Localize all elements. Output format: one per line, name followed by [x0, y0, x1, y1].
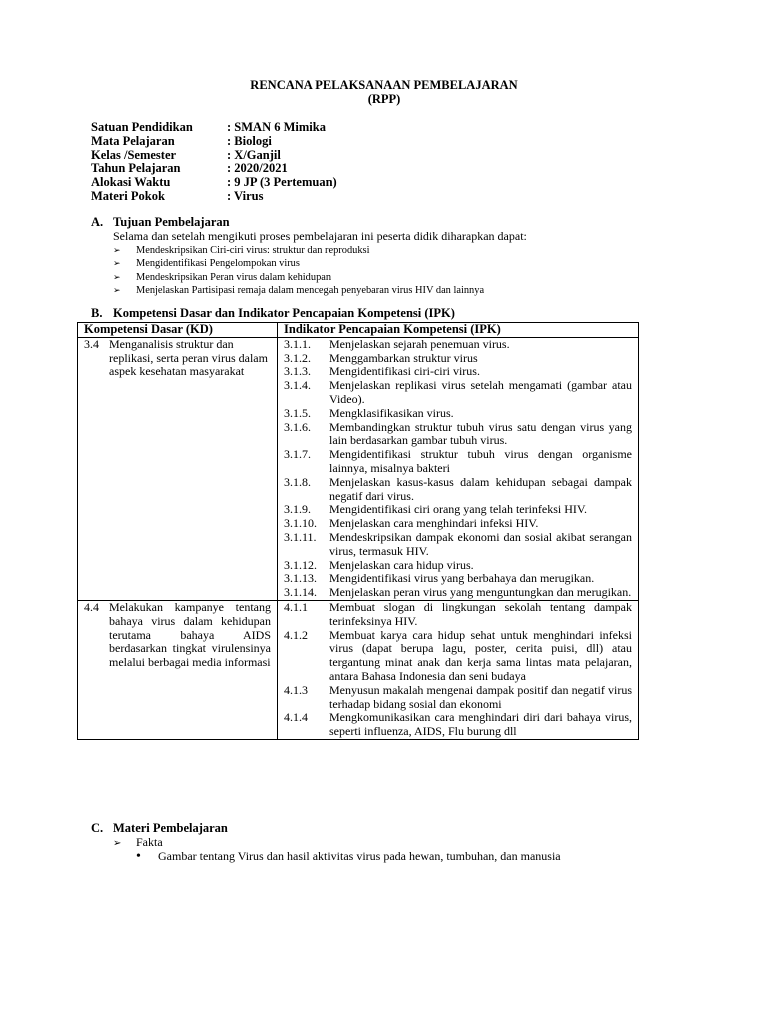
- column-header-kd: Kompetensi Dasar (KD): [78, 323, 278, 338]
- info-value: : X/Ganjil: [227, 147, 281, 162]
- ipk-number: 3.1.4.: [284, 378, 311, 393]
- ipk-number: 3.1.14.: [284, 585, 317, 600]
- ipk-text: Mengidentifikasi ciri-ciri virus.: [329, 364, 480, 379]
- arrow-bullet-icon: ➢: [113, 258, 121, 269]
- ipk-number: 3.1.8.: [284, 474, 311, 489]
- list-item: [136, 850, 561, 864]
- info-row: [91, 149, 337, 163]
- kd-text: Menganalisis struktur dan replikasi, serta peran virus dalam aspek kesehatan masyarakat: [109, 336, 268, 379]
- ipk-number: 3.1.13.: [284, 571, 317, 586]
- info-value: : Biologi: [227, 133, 272, 148]
- ipk-text: Mendeskripsikan dampak ekonomi dan sosial akibat serangan virus, termasuk HIV.: [329, 529, 632, 558]
- ipk-number: 4.1.2: [284, 627, 308, 642]
- info-value: : Virus: [227, 188, 264, 203]
- document-subtitle: (RPP): [367, 92, 401, 106]
- column-header-ipk: Indikator Pencapaian Kompetensi (IPK): [278, 323, 639, 338]
- info-label: Satuan Pendidikan: [91, 120, 193, 134]
- list-item: [113, 244, 484, 257]
- section-letter: C.: [91, 821, 104, 835]
- ipk-number: 3.1.9.: [284, 502, 311, 517]
- ipk-item: [284, 503, 632, 517]
- section-c-heading: [91, 822, 228, 836]
- ipk-number: 3.1.5.: [284, 405, 311, 420]
- ipk-text: Mengidentifikasi struktur tubuh virus dengan organisme lainnya, misalnya bakteri: [329, 447, 632, 475]
- ipk-number: 3.1.6.: [284, 419, 311, 434]
- list-item: [113, 257, 484, 270]
- info-label: Tahun Pelajaran: [91, 161, 181, 176]
- kd-cell: [78, 600, 278, 739]
- ipk-number: 3.1.1.: [284, 336, 311, 351]
- info-row: [91, 176, 337, 190]
- section-letter: A.: [91, 215, 104, 229]
- info-label: Alokasi Waktu: [91, 175, 171, 190]
- document-title: RENCANA PELAKSANAAN PEMBELAJARAN: [250, 78, 518, 92]
- list-item-text: Mendeskripsikan Ciri-ciri virus: struktur dan reproduksi: [136, 245, 370, 256]
- ipk-text: Mengklasifikasikan virus.: [329, 405, 454, 420]
- list-item-text: Menjelaskan Partisipasi remaja dalam mencegah penyebaran virus HIV dan lainnya: [136, 285, 485, 297]
- ipk-item: [284, 684, 632, 712]
- list-item: [113, 271, 484, 284]
- ipk-text: Mengidentifikasi ciri orang yang telah terinfeksi HIV.: [329, 502, 588, 517]
- ipk-item: [284, 379, 632, 407]
- ipk-text: Menyusun makalah mengenai dampak positif dan negatif virus terhadap bidang sosial dan ekonomi: [329, 682, 632, 711]
- ipk-text: Menjelaskan peran virus yang menguntungkan dan merugikan.: [329, 585, 632, 600]
- ipk-item: [284, 338, 632, 352]
- ipk-cell: [278, 337, 639, 600]
- info-row: [91, 190, 337, 204]
- info-row: [91, 162, 337, 176]
- ipk-item: [284, 421, 632, 449]
- ipk-text: Menggambarkan struktur virus: [329, 350, 478, 365]
- table-header-row: [78, 323, 639, 338]
- kd-text: Melakukan kampanye tentang bahaya virus dalam kehidupan terutama bahaya AIDS berdasarkan tingkat virulensinya melalui berbagai media informasi: [109, 599, 271, 670]
- ipk-item: [284, 531, 632, 559]
- identity-block: [91, 121, 337, 204]
- info-label: Materi Pokok: [91, 188, 165, 203]
- info-row: [91, 135, 337, 149]
- info-value: : 2020/2021: [227, 161, 288, 176]
- ipk-number: 3.1.12.: [284, 557, 317, 572]
- ipk-item: [284, 586, 632, 600]
- arrow-bullet-icon: ➢: [113, 271, 121, 282]
- ipk-number: 4.1.3: [284, 682, 308, 697]
- ipk-item: [284, 365, 632, 379]
- ipk-text: Membuat slogan di lingkungan sekolah tentang dampak terinfeksinya HIV.: [329, 599, 632, 628]
- info-label: Mata Pelajaran: [91, 133, 175, 148]
- ipk-item: [284, 352, 632, 366]
- ipk-number: 3.1.10.: [284, 516, 317, 531]
- ipk-item: [284, 711, 632, 739]
- list-item: [113, 284, 484, 297]
- ipk-text: Membandingkan struktur tubuh virus satu dengan virus yang lain berdasarkan gambar tubuh virus.: [329, 419, 632, 448]
- objectives-intro: Selama dan setelah mengikuti proses pembelajaran ini peserta didik diharapkan dapat:: [113, 229, 527, 243]
- kd-number: 4.4: [84, 599, 99, 614]
- dot-bullet-icon: •: [136, 849, 141, 864]
- kd-number: 3.4: [84, 336, 99, 351]
- ipk-number: 3.1.11.: [284, 529, 317, 544]
- ipk-item: [284, 601, 632, 629]
- subheading-text: Fakta: [136, 835, 163, 849]
- arrow-bullet-icon: ➢: [113, 838, 122, 849]
- competency-table: [77, 322, 639, 740]
- ipk-text: Menjelaskan kasus-kasus dalam kehidupan sebagai dampak negatif dari virus.: [329, 474, 632, 503]
- ipk-text: Menjelaskan cara menghindari infeksi HIV.: [329, 516, 539, 531]
- section-a-heading: [91, 216, 230, 230]
- ipk-text: Menjelaskan replikasi virus setelah mengamati (gambar atau Video).: [329, 378, 632, 406]
- info-row: [91, 121, 337, 135]
- info-label: Kelas /Semester: [91, 147, 177, 162]
- section-letter: B.: [91, 306, 103, 320]
- ipk-number: 3.1.2.: [284, 350, 311, 365]
- arrow-bullet-icon: ➢: [113, 285, 121, 296]
- kd-cell: [78, 337, 278, 600]
- ipk-text: Mengidentifikasi virus yang berbahaya dan merugikan.: [329, 571, 595, 586]
- table-row: [78, 600, 639, 739]
- list-item-text: Mengidentifikasi Pengelompokan virus: [136, 258, 300, 270]
- ipk-cell: [278, 600, 639, 739]
- ipk-item: [284, 572, 632, 586]
- table-row: [78, 337, 639, 600]
- ipk-item: [284, 629, 632, 684]
- list-item-text: Gambar tentang Virus dan hasil aktivitas virus pada hewan, tumbuhan, dan manusia: [158, 849, 561, 863]
- arrow-bullet-icon: ➢: [113, 245, 121, 255]
- ipk-item: [284, 476, 632, 504]
- section-title: Materi Pembelajaran: [113, 821, 228, 835]
- ipk-number: 4.1.4: [284, 710, 308, 725]
- ipk-number: 3.1.7.: [284, 447, 311, 462]
- ipk-text: Menjelaskan cara hidup virus.: [329, 557, 474, 572]
- ipk-item: [284, 407, 632, 421]
- ipk-number: 4.1.1: [284, 599, 308, 614]
- ipk-item: [284, 517, 632, 531]
- ipk-text: Mengkomunikasikan cara menghindari diri dari bahaya virus, seperti influenza, AIDS, Flu burung dll: [329, 710, 632, 739]
- objectives-list: [113, 244, 484, 298]
- info-value: : SMAN 6 Mimika: [227, 120, 326, 134]
- ipk-text: Membuat karya cara hidup sehat untuk menghindari infeksi virus (dapat berupa lagu, poster, cerita puisi, dll) atau tergantung minat anak dan kerja sama lintas mata pelajaran, antara Bahasa Indonesia dan seni budaya: [329, 627, 632, 683]
- section-title: Tujuan Pembelajaran: [113, 215, 230, 229]
- ipk-text: Menjelaskan sejarah penemuan virus.: [329, 336, 510, 351]
- ipk-number: 3.1.3.: [284, 364, 311, 379]
- section-b-heading: [91, 307, 455, 321]
- list-item-text: Mendeskripsikan Peran virus dalam kehidupan: [136, 271, 332, 283]
- ipk-item: [284, 559, 632, 573]
- ipk-item: [284, 448, 632, 476]
- section-title: Kompetensi Dasar dan Indikator Pencapaian Kompetensi (IPK): [113, 306, 455, 320]
- info-value: : 9 JP (3 Pertemuan): [227, 175, 337, 190]
